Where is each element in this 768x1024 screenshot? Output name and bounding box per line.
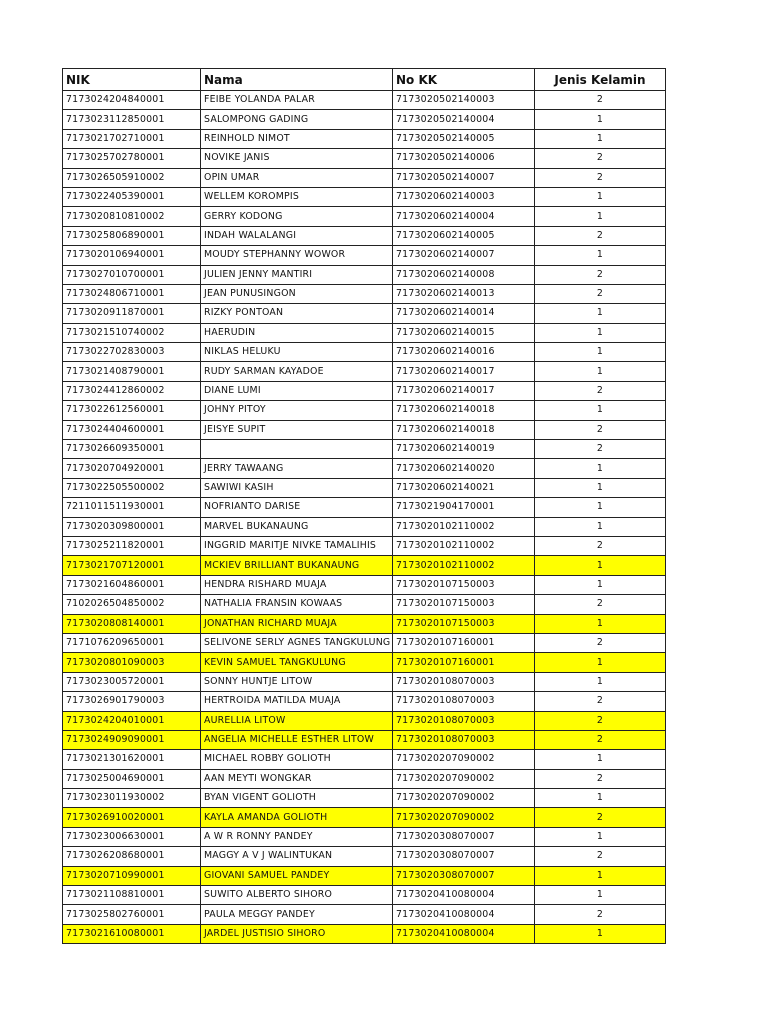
cell-nik: 7173026901790003 [63, 692, 201, 711]
cell-nik: 7173020801090003 [63, 653, 201, 672]
cell-no-kk: 7173020308070007 [393, 866, 535, 885]
cell-jenis-kelamin: 2 [535, 692, 666, 711]
cell-nik: 7173025802760001 [63, 905, 201, 924]
cell-jenis-kelamin: 1 [535, 866, 666, 885]
cell-nik: 7173023006630001 [63, 827, 201, 846]
cell-nama: RUDY SARMAN KAYADOE [201, 362, 393, 381]
cell-nama [201, 440, 393, 459]
cell-jenis-kelamin: 2 [535, 149, 666, 168]
cell-jenis-kelamin: 1 [535, 614, 666, 633]
cell-nik: 7173021108810001 [63, 886, 201, 905]
cell-jenis-kelamin: 1 [535, 827, 666, 846]
cell-nama: REINHOLD NIMOT [201, 129, 393, 148]
table-row [63, 614, 666, 633]
cell-nama: ANGELIA MICHELLE ESTHER LITOW [201, 730, 393, 749]
cell-no-kk: 7173020602140018 [393, 401, 535, 420]
cell-nik: 7173023112850001 [63, 110, 201, 129]
cell-no-kk: 7173020108070003 [393, 730, 535, 749]
cell-nama: FEIBE YOLANDA PALAR [201, 91, 393, 110]
table-row [63, 653, 666, 672]
cell-nik: 7173025211820001 [63, 536, 201, 555]
cell-nik: 7173021510740002 [63, 323, 201, 342]
cell-jenis-kelamin: 1 [535, 129, 666, 148]
cell-no-kk: 7173020502140003 [393, 91, 535, 110]
cell-jenis-kelamin: 1 [535, 924, 666, 943]
table-row [63, 265, 666, 284]
table-row [63, 323, 666, 342]
cell-nik: 7173027010700001 [63, 265, 201, 284]
cell-nama: SALOMPONG GADING [201, 110, 393, 129]
cell-nik: 7173020710990001 [63, 866, 201, 885]
cell-jenis-kelamin: 2 [535, 284, 666, 303]
table-row [63, 905, 666, 924]
cell-no-kk: 7173020602140004 [393, 207, 535, 226]
header-nama: Nama [201, 69, 393, 91]
cell-jenis-kelamin: 1 [535, 362, 666, 381]
table-row [63, 847, 666, 866]
cell-nama: SONNY HUNTJE LITOW [201, 672, 393, 691]
cell-nama: JULIEN JENNY MANTIRI [201, 265, 393, 284]
cell-jenis-kelamin: 2 [535, 226, 666, 245]
cell-nik: 7173024204010001 [63, 711, 201, 730]
table-row [63, 866, 666, 885]
cell-no-kk: 7173020102110002 [393, 536, 535, 555]
cell-no-kk: 7173020107150003 [393, 575, 535, 594]
cell-nama: GIOVANI SAMUEL PANDEY [201, 866, 393, 885]
header-nik: NIK [63, 69, 201, 91]
cell-jenis-kelamin: 2 [535, 633, 666, 652]
cell-no-kk: 7173020308070007 [393, 827, 535, 846]
table-row [63, 769, 666, 788]
cell-nama: BYAN VIGENT GOLIOTH [201, 789, 393, 808]
cell-jenis-kelamin: 1 [535, 110, 666, 129]
cell-no-kk: 7173020602140007 [393, 246, 535, 265]
cell-nik: 7173022702830003 [63, 343, 201, 362]
table-row [63, 536, 666, 555]
cell-no-kk: 7173020502140004 [393, 110, 535, 129]
table-row [63, 924, 666, 943]
cell-jenis-kelamin: 2 [535, 91, 666, 110]
cell-jenis-kelamin: 1 [535, 789, 666, 808]
table-row [63, 556, 666, 575]
cell-nik: 7173020810810002 [63, 207, 201, 226]
cell-no-kk: 7173020108070003 [393, 692, 535, 711]
cell-jenis-kelamin: 1 [535, 323, 666, 342]
cell-no-kk: 7173020207090002 [393, 750, 535, 769]
cell-jenis-kelamin: 2 [535, 595, 666, 614]
table-row [63, 886, 666, 905]
header-jenis-kelamin: Jenis Kelamin [535, 69, 666, 91]
cell-jenis-kelamin: 2 [535, 440, 666, 459]
cell-nama: AURELLIA LITOW [201, 711, 393, 730]
table-row [63, 226, 666, 245]
cell-no-kk: 7173020410080004 [393, 924, 535, 943]
cell-nik: 7173023005720001 [63, 672, 201, 691]
cell-no-kk: 7173020107160001 [393, 633, 535, 652]
cell-no-kk: 7173020602140018 [393, 420, 535, 439]
cell-no-kk: 7173020502140005 [393, 129, 535, 148]
cell-nama: NOVIKE JANIS [201, 149, 393, 168]
cell-no-kk: 7173020308070007 [393, 847, 535, 866]
table-row [63, 633, 666, 652]
cell-nik: 7173022612560001 [63, 401, 201, 420]
cell-nama: INDAH WALALANGI [201, 226, 393, 245]
cell-no-kk: 7173020502140006 [393, 149, 535, 168]
cell-nik: 7173020106940001 [63, 246, 201, 265]
cell-jenis-kelamin: 2 [535, 730, 666, 749]
cell-nama: SUWITO ALBERTO SIHORO [201, 886, 393, 905]
cell-jenis-kelamin: 1 [535, 672, 666, 691]
table-row [63, 459, 666, 478]
cell-no-kk: 7173020108070003 [393, 711, 535, 730]
cell-no-kk: 7173020602140017 [393, 381, 535, 400]
cell-jenis-kelamin: 2 [535, 769, 666, 788]
cell-jenis-kelamin: 1 [535, 304, 666, 323]
cell-no-kk: 7173020602140003 [393, 187, 535, 206]
cell-nama: AAN MEYTI WONGKAR [201, 769, 393, 788]
cell-jenis-kelamin: 2 [535, 265, 666, 284]
cell-nik: 7173021702710001 [63, 129, 201, 148]
cell-nama: KEVIN SAMUEL TANGKULUNG [201, 653, 393, 672]
cell-jenis-kelamin: 2 [535, 536, 666, 555]
cell-jenis-kelamin: 2 [535, 168, 666, 187]
cell-no-kk: 7173020602140020 [393, 459, 535, 478]
cell-nik: 7173025702780001 [63, 149, 201, 168]
cell-nama: JONATHAN RICHARD MUAJA [201, 614, 393, 633]
cell-no-kk: 7173020207090002 [393, 808, 535, 827]
table-row [63, 246, 666, 265]
cell-jenis-kelamin: 1 [535, 517, 666, 536]
table-row [63, 750, 666, 769]
table-row [63, 808, 666, 827]
cell-nik: 7173022505500002 [63, 478, 201, 497]
cell-nama: JEAN PUNUSINGON [201, 284, 393, 303]
table-row [63, 789, 666, 808]
table-row [63, 207, 666, 226]
cell-nama: NIKLAS HELUKU [201, 343, 393, 362]
cell-nama: HENDRA RISHARD MUAJA [201, 575, 393, 594]
cell-nik: 7173024806710001 [63, 284, 201, 303]
cell-nama: WELLEM KOROMPIS [201, 187, 393, 206]
table-row [63, 284, 666, 303]
cell-no-kk: 7173021904170001 [393, 498, 535, 517]
cell-jenis-kelamin: 1 [535, 459, 666, 478]
table-row [63, 343, 666, 362]
cell-nik: 7173024204840001 [63, 91, 201, 110]
table-row [63, 420, 666, 439]
table-row [63, 517, 666, 536]
cell-jenis-kelamin: 1 [535, 556, 666, 575]
cell-jenis-kelamin: 2 [535, 847, 666, 866]
cell-nik: 7173024404600001 [63, 420, 201, 439]
table-row [63, 711, 666, 730]
table-row [63, 168, 666, 187]
cell-nama: MICHAEL ROBBY GOLIOTH [201, 750, 393, 769]
cell-no-kk: 7173020102110002 [393, 517, 535, 536]
cell-no-kk: 7173020107150003 [393, 614, 535, 633]
cell-nama: HAERUDIN [201, 323, 393, 342]
cell-no-kk: 7173020410080004 [393, 905, 535, 924]
cell-jenis-kelamin: 2 [535, 808, 666, 827]
cell-no-kk: 7173020410080004 [393, 886, 535, 905]
table-row [63, 381, 666, 400]
header-no-kk: No KK [393, 69, 535, 91]
cell-nama: PAULA MEGGY PANDEY [201, 905, 393, 924]
cell-nama: KAYLA AMANDA GOLIOTH [201, 808, 393, 827]
cell-nama: HERTROIDA MATILDA MUAJA [201, 692, 393, 711]
cell-nama: RIZKY PONTOAN [201, 304, 393, 323]
table-row [63, 595, 666, 614]
table-row [63, 478, 666, 497]
cell-nik: 7173020309800001 [63, 517, 201, 536]
cell-jenis-kelamin: 1 [535, 498, 666, 517]
cell-nama: MARVEL BUKANAUNG [201, 517, 393, 536]
cell-nik: 7173026208680001 [63, 847, 201, 866]
cell-no-kk: 7173020602140016 [393, 343, 535, 362]
cell-nik: 7173021408790001 [63, 362, 201, 381]
cell-jenis-kelamin: 1 [535, 653, 666, 672]
cell-nama: INGGRID MARITJE NIVKE TAMALIHIS [201, 536, 393, 555]
cell-nik: 7173021707120001 [63, 556, 201, 575]
cell-nik: 7173024412860002 [63, 381, 201, 400]
cell-nama: MOUDY STEPHANNY WOWOR [201, 246, 393, 265]
cell-jenis-kelamin: 1 [535, 246, 666, 265]
cell-no-kk: 7173020602140013 [393, 284, 535, 303]
table-row [63, 91, 666, 110]
table-row [63, 401, 666, 420]
cell-nik: 7173026609350001 [63, 440, 201, 459]
cell-no-kk: 7173020602140005 [393, 226, 535, 245]
header-row [63, 69, 666, 91]
table-row [63, 362, 666, 381]
cell-nik: 7173023011930002 [63, 789, 201, 808]
cell-nama: MCKIEV BRILLIANT BUKANAUNG [201, 556, 393, 575]
cell-jenis-kelamin: 1 [535, 886, 666, 905]
cell-no-kk: 7173020102110002 [393, 556, 535, 575]
table-row [63, 304, 666, 323]
cell-nik: 7173021604860001 [63, 575, 201, 594]
table-row [63, 692, 666, 711]
cell-nik: 7173020808140001 [63, 614, 201, 633]
table-row [63, 730, 666, 749]
cell-nik: 7102026504850002 [63, 595, 201, 614]
cell-no-kk: 7173020207090002 [393, 789, 535, 808]
cell-nik: 7173025806890001 [63, 226, 201, 245]
cell-nik: 7173021610080001 [63, 924, 201, 943]
cell-no-kk: 7173020107160001 [393, 653, 535, 672]
cell-jenis-kelamin: 2 [535, 711, 666, 730]
table-row [63, 187, 666, 206]
cell-nama: JOHNY PITOY [201, 401, 393, 420]
cell-nik: 7173021301620001 [63, 750, 201, 769]
cell-nama: JEISYE SUPIT [201, 420, 393, 439]
cell-no-kk: 7173020602140019 [393, 440, 535, 459]
cell-nama: DIANE LUMI [201, 381, 393, 400]
cell-nama: MAGGY A V J WALINTUKAN [201, 847, 393, 866]
cell-nik: 7211011511930001 [63, 498, 201, 517]
cell-nama: JERRY TAWAANG [201, 459, 393, 478]
cell-nik: 7173026505910002 [63, 168, 201, 187]
cell-jenis-kelamin: 1 [535, 478, 666, 497]
cell-jenis-kelamin: 1 [535, 187, 666, 206]
cell-nik: 7173025004690001 [63, 769, 201, 788]
cell-jenis-kelamin: 1 [535, 207, 666, 226]
table-row [63, 827, 666, 846]
cell-jenis-kelamin: 2 [535, 381, 666, 400]
cell-jenis-kelamin: 2 [535, 905, 666, 924]
cell-no-kk: 7173020107150003 [393, 595, 535, 614]
cell-nik: 7171076209650001 [63, 633, 201, 652]
table-row [63, 498, 666, 517]
cell-jenis-kelamin: 1 [535, 750, 666, 769]
cell-no-kk: 7173020602140021 [393, 478, 535, 497]
table-row [63, 440, 666, 459]
table-row [63, 575, 666, 594]
table-row [63, 129, 666, 148]
cell-nik: 7173026910020001 [63, 808, 201, 827]
cell-jenis-kelamin: 2 [535, 420, 666, 439]
cell-no-kk: 7173020602140008 [393, 265, 535, 284]
table-row [63, 149, 666, 168]
data-table [62, 68, 666, 944]
cell-nik: 7173024909090001 [63, 730, 201, 749]
cell-nama: NATHALIA FRANSIN KOWAAS [201, 595, 393, 614]
cell-nama: GERRY KODONG [201, 207, 393, 226]
cell-nama: A W R RONNY PANDEY [201, 827, 393, 846]
cell-nama: OPIN UMAR [201, 168, 393, 187]
cell-nama: JARDEL JUSTISIO SIHORO [201, 924, 393, 943]
cell-nama: NOFRIANTO DARISE [201, 498, 393, 517]
cell-nik: 7173020704920001 [63, 459, 201, 478]
cell-nik: 7173020911870001 [63, 304, 201, 323]
cell-nik: 7173022405390001 [63, 187, 201, 206]
table-row [63, 110, 666, 129]
cell-jenis-kelamin: 1 [535, 343, 666, 362]
cell-no-kk: 7173020602140014 [393, 304, 535, 323]
cell-no-kk: 7173020108070003 [393, 672, 535, 691]
cell-nama: SELIVONE SERLY AGNES TANGKULUNG [201, 633, 393, 652]
table-row [63, 672, 666, 691]
cell-jenis-kelamin: 1 [535, 575, 666, 594]
cell-jenis-kelamin: 1 [535, 401, 666, 420]
cell-nama: SAWIWI KASIH [201, 478, 393, 497]
cell-no-kk: 7173020602140015 [393, 323, 535, 342]
cell-no-kk: 7173020502140007 [393, 168, 535, 187]
cell-no-kk: 7173020207090002 [393, 769, 535, 788]
cell-no-kk: 7173020602140017 [393, 362, 535, 381]
